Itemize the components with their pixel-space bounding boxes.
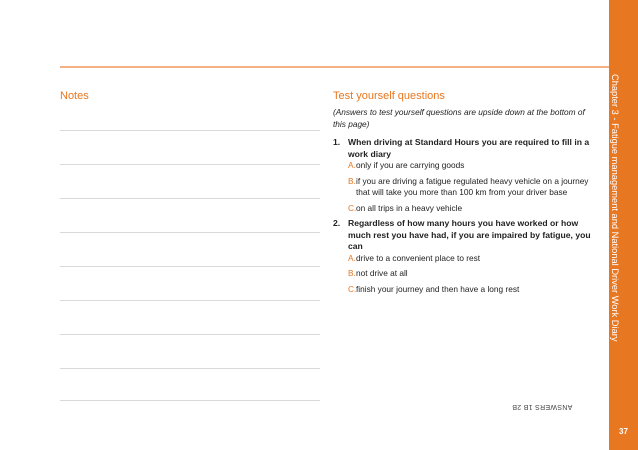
- notes-title: Notes: [60, 90, 89, 102]
- notes-line: [60, 400, 320, 401]
- option-letter: B.: [348, 175, 356, 186]
- test-title: Test yourself questions: [333, 90, 445, 102]
- notes-line: [60, 164, 320, 165]
- answer-option: [333, 203, 591, 215]
- notes-line: [60, 198, 320, 199]
- chapter-title: Chapter 3 - Fatigue management and National Driver Work Diary: [610, 74, 620, 342]
- option-text: finish your journey and then have a long rest: [356, 283, 520, 294]
- option-text: not drive at all: [356, 268, 408, 278]
- option-text: only if you are carrying goods: [356, 160, 465, 170]
- test-yourself-panel: [333, 90, 591, 299]
- option-letter: B.: [348, 268, 356, 278]
- question-text: [333, 218, 591, 253]
- answer-option: [333, 176, 591, 199]
- answer-option: [333, 253, 591, 265]
- notes-line: [60, 334, 320, 335]
- option-text: on all trips in a heavy vehicle: [356, 202, 463, 213]
- top-rule: [60, 66, 609, 68]
- question-2: [333, 218, 591, 295]
- question-number: 2.: [333, 218, 341, 228]
- page-number: 37: [619, 427, 628, 436]
- question-label: When driving at Standard Hours you are required to fill in a work diary: [348, 137, 590, 159]
- option-letter: A.: [348, 252, 356, 263]
- notes-line: [60, 368, 320, 369]
- notes-line: [60, 266, 320, 267]
- option-text: if you are driving a fatigue regulated heavy vehicle on a journey that will take you more than 100 km from your driver base: [356, 175, 589, 197]
- answer-option: [333, 160, 591, 172]
- notes-line: [60, 232, 320, 233]
- notes-line: [60, 300, 320, 301]
- question-text: [333, 137, 591, 160]
- option-letter: C.: [348, 283, 357, 294]
- option-letter: A.: [348, 160, 356, 170]
- option-letter: C.: [348, 202, 357, 213]
- notes-line: [60, 130, 320, 131]
- question-label: Regardless of how many hours you have worked or how much rest you have had, if you are impaired by fatigue, you can: [348, 218, 591, 251]
- answer-option: [333, 284, 591, 296]
- test-intro: (Answers to test yourself questions are upside down at the bottom of this page): [333, 107, 585, 129]
- answer-option: [333, 268, 591, 280]
- option-text: drive to a convenient place to rest: [356, 252, 481, 263]
- question-1: [333, 137, 591, 214]
- upside-down-answers: ANSWERS 1B 2B: [512, 403, 573, 410]
- chapter-sidebar: [609, 0, 638, 450]
- question-number: 1.: [333, 137, 341, 147]
